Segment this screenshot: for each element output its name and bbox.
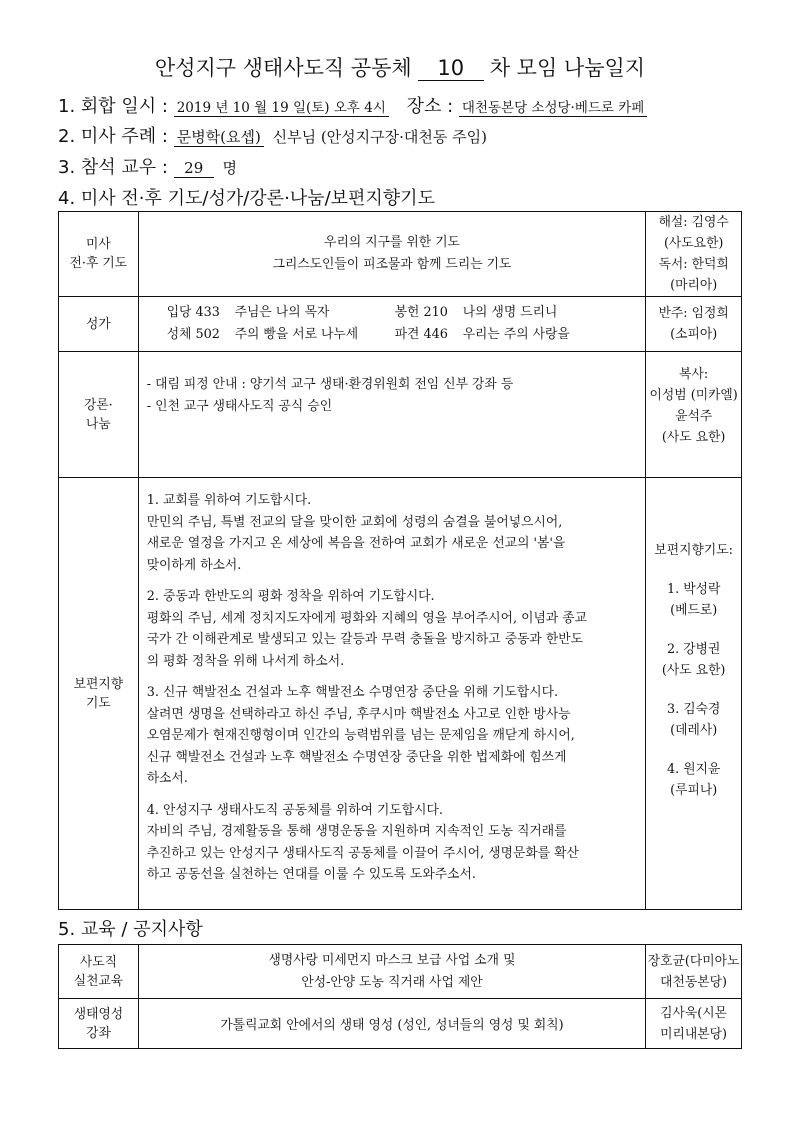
prayer-row [59,212,742,297]
education-row-side: 장호균(다미아노 대천동본당) [646,945,742,999]
reader-2: 2. 강병권 (사도 요한) [661,642,726,678]
meeting-number: 10 [418,56,484,81]
homily-row-head: 강론· 나눔 [59,352,139,478]
lecture-row-content: 가톨릭교회 안에서의 생태 영성 (성인, 성녀들의 영성 및 회칙) [138,999,645,1049]
education-row [59,945,742,999]
page-title [0,52,800,82]
hymn-row [59,297,742,352]
universal-row-side [646,478,742,910]
attendance-line [58,153,240,179]
prayer-line: 그리스도인들이 피조물과 함께 드리는 기도 [272,257,512,272]
title-prefix: 안성지구 생태사도직 공동체 [154,56,412,80]
meeting-date: 2019 년 10 월 19 일(토) 오후 4시 [174,100,389,117]
mass-label: 2. 미사 주례 : [58,126,168,147]
mass-priest-detail: 신부님 (안성지구장·대천동 주임) [272,128,487,146]
reader-1: 1. 박성락 (베드로) [666,582,721,618]
mass-line [58,122,490,148]
education-row-content: 생명사랑 미세먼지 마스크 보급 사업 소개 및 안성-안양 도농 직거래 사업 제안 [138,945,645,999]
prayer-row-side: 해설: 김영수 (사도요한) 독서: 한덕희 (마리아) [646,212,742,297]
section-5-heading: 5. 교육 / 공지사항 [58,919,203,940]
hymn-row-content [138,297,646,352]
prayer-intention-1: 1. 교회를 위하여 기도합시다. 만민의 주님, 특별 전교의 달을 맞이한 교회에 성령의 숨결을 불어넣으시어, 새로운 열정을 가지고 온 세상에 복음을 전하여 교회가 새로운 선교의 '봄'을 맞이하게 하소서. [146,493,566,573]
homily-line: - 대림 피정 안내 : 양기석 교구 생태·환경위원회 전임 신부 강좌 등 [146,377,514,392]
prayer-row-head: 미사 전·후 기도 [59,212,139,297]
hymn-line: 성체 502 주의 빵을 서로 나누세 파견 446 우리는 주의 사랑을 [166,327,570,342]
reader-3: 3. 김숙경 (데레사) [666,702,721,738]
prayer-line: 우리의 지구를 위한 기도 [324,235,460,250]
homily-row [59,352,742,478]
attendance-label: 3. 참석 교우 : [58,157,168,178]
hymn-line: 입당 433 주님은 나의 목자 봉헌 210 나의 생명 드리니 [166,305,558,320]
universal-row-head: 보편지향 기도 [59,478,139,910]
hymn-row-side: 반주: 임정희 (소피아) [646,297,742,352]
mass-table [58,211,742,910]
prayer-intention-3: 3. 신규 핵발전소 건설과 노후 핵발전소 수명연장 중단을 위해 기도합시다. 살려면 생명을 선택하라고 하신 주님, 후쿠시마 핵발전소 사고로 인한 방사능 오염문제가 현재진행형이며 인간의 능력범위를 넘는 문제임을 깨닫게 하시어, 신규 핵발전소 건설과 노후 핵발전소 수명연장 중단을 위한 법제화에 힘쓰게 하소서. [146,685,575,786]
readers-title: 보편지향기도: [654,543,733,558]
hymn-row-head: 성가 [59,297,139,352]
meeting-place: 대천동본당 소성당·베드로 카페 [459,100,647,117]
meeting-line [58,92,647,118]
lecture-row-head: 생태영성 강좌 [59,999,139,1049]
education-table [58,944,742,1049]
education-row-head: 사도직 실천교육 [59,945,139,999]
mass-priest: 문병학(요셉) [174,128,264,147]
prayer-intention-2: 2. 중동과 한반도의 평화 정착을 위하여 기도합시다. 평화의 주님, 세계 정치지도자에게 평화와 지혜의 영을 부어주시어, 이념과 종교 국가 간 이해관계로 발생되고 있는 갈등과 무력 충돌을 방지하고 중동과 한반도 의 평화 정착을 위해 나서게 하소서. [146,589,588,669]
attendance-count: 29 [174,159,214,178]
title-suffix: 차 모임 나눔일지 [489,56,646,80]
reader-4: 4. 원지윤 (루피나) [666,762,721,798]
place-label: 장소 : [406,96,454,117]
homily-line: - 인천 교구 생태사도직 공식 승인 [146,399,333,414]
prayer-intention-4: 4. 안성지구 생태사도직 공동체를 위하여 기도합시다. 자비의 주님, 경제활동을 통해 생명운동을 지원하며 지속적인 도농 직거래를 추진하고 있는 안성지구 생태사도직 공동체를 이끌어 주시어, 생명문화를 확산 하고 공동선을 실천하는 연대를 이룰 수 있도록 도와주소서. [146,802,579,882]
homily-row-side: 복사: 이성범 (미카엘) 윤석주 (사도 요한) [646,352,742,478]
lecture-row [59,999,742,1049]
section-4-heading: 4. 미사 전·후 기도/성가/강론·나눔/보편지향기도 [58,188,435,209]
attendance-unit: 명 [222,159,237,177]
lecture-row-side: 김사욱(시몬 미리내본당) [646,999,742,1049]
meeting-label: 1. 회합 일시 : [58,96,168,117]
universal-row-content [138,478,646,910]
homily-row-content [138,352,646,478]
prayer-row-content [138,212,646,297]
universal-prayer-row [59,478,742,910]
